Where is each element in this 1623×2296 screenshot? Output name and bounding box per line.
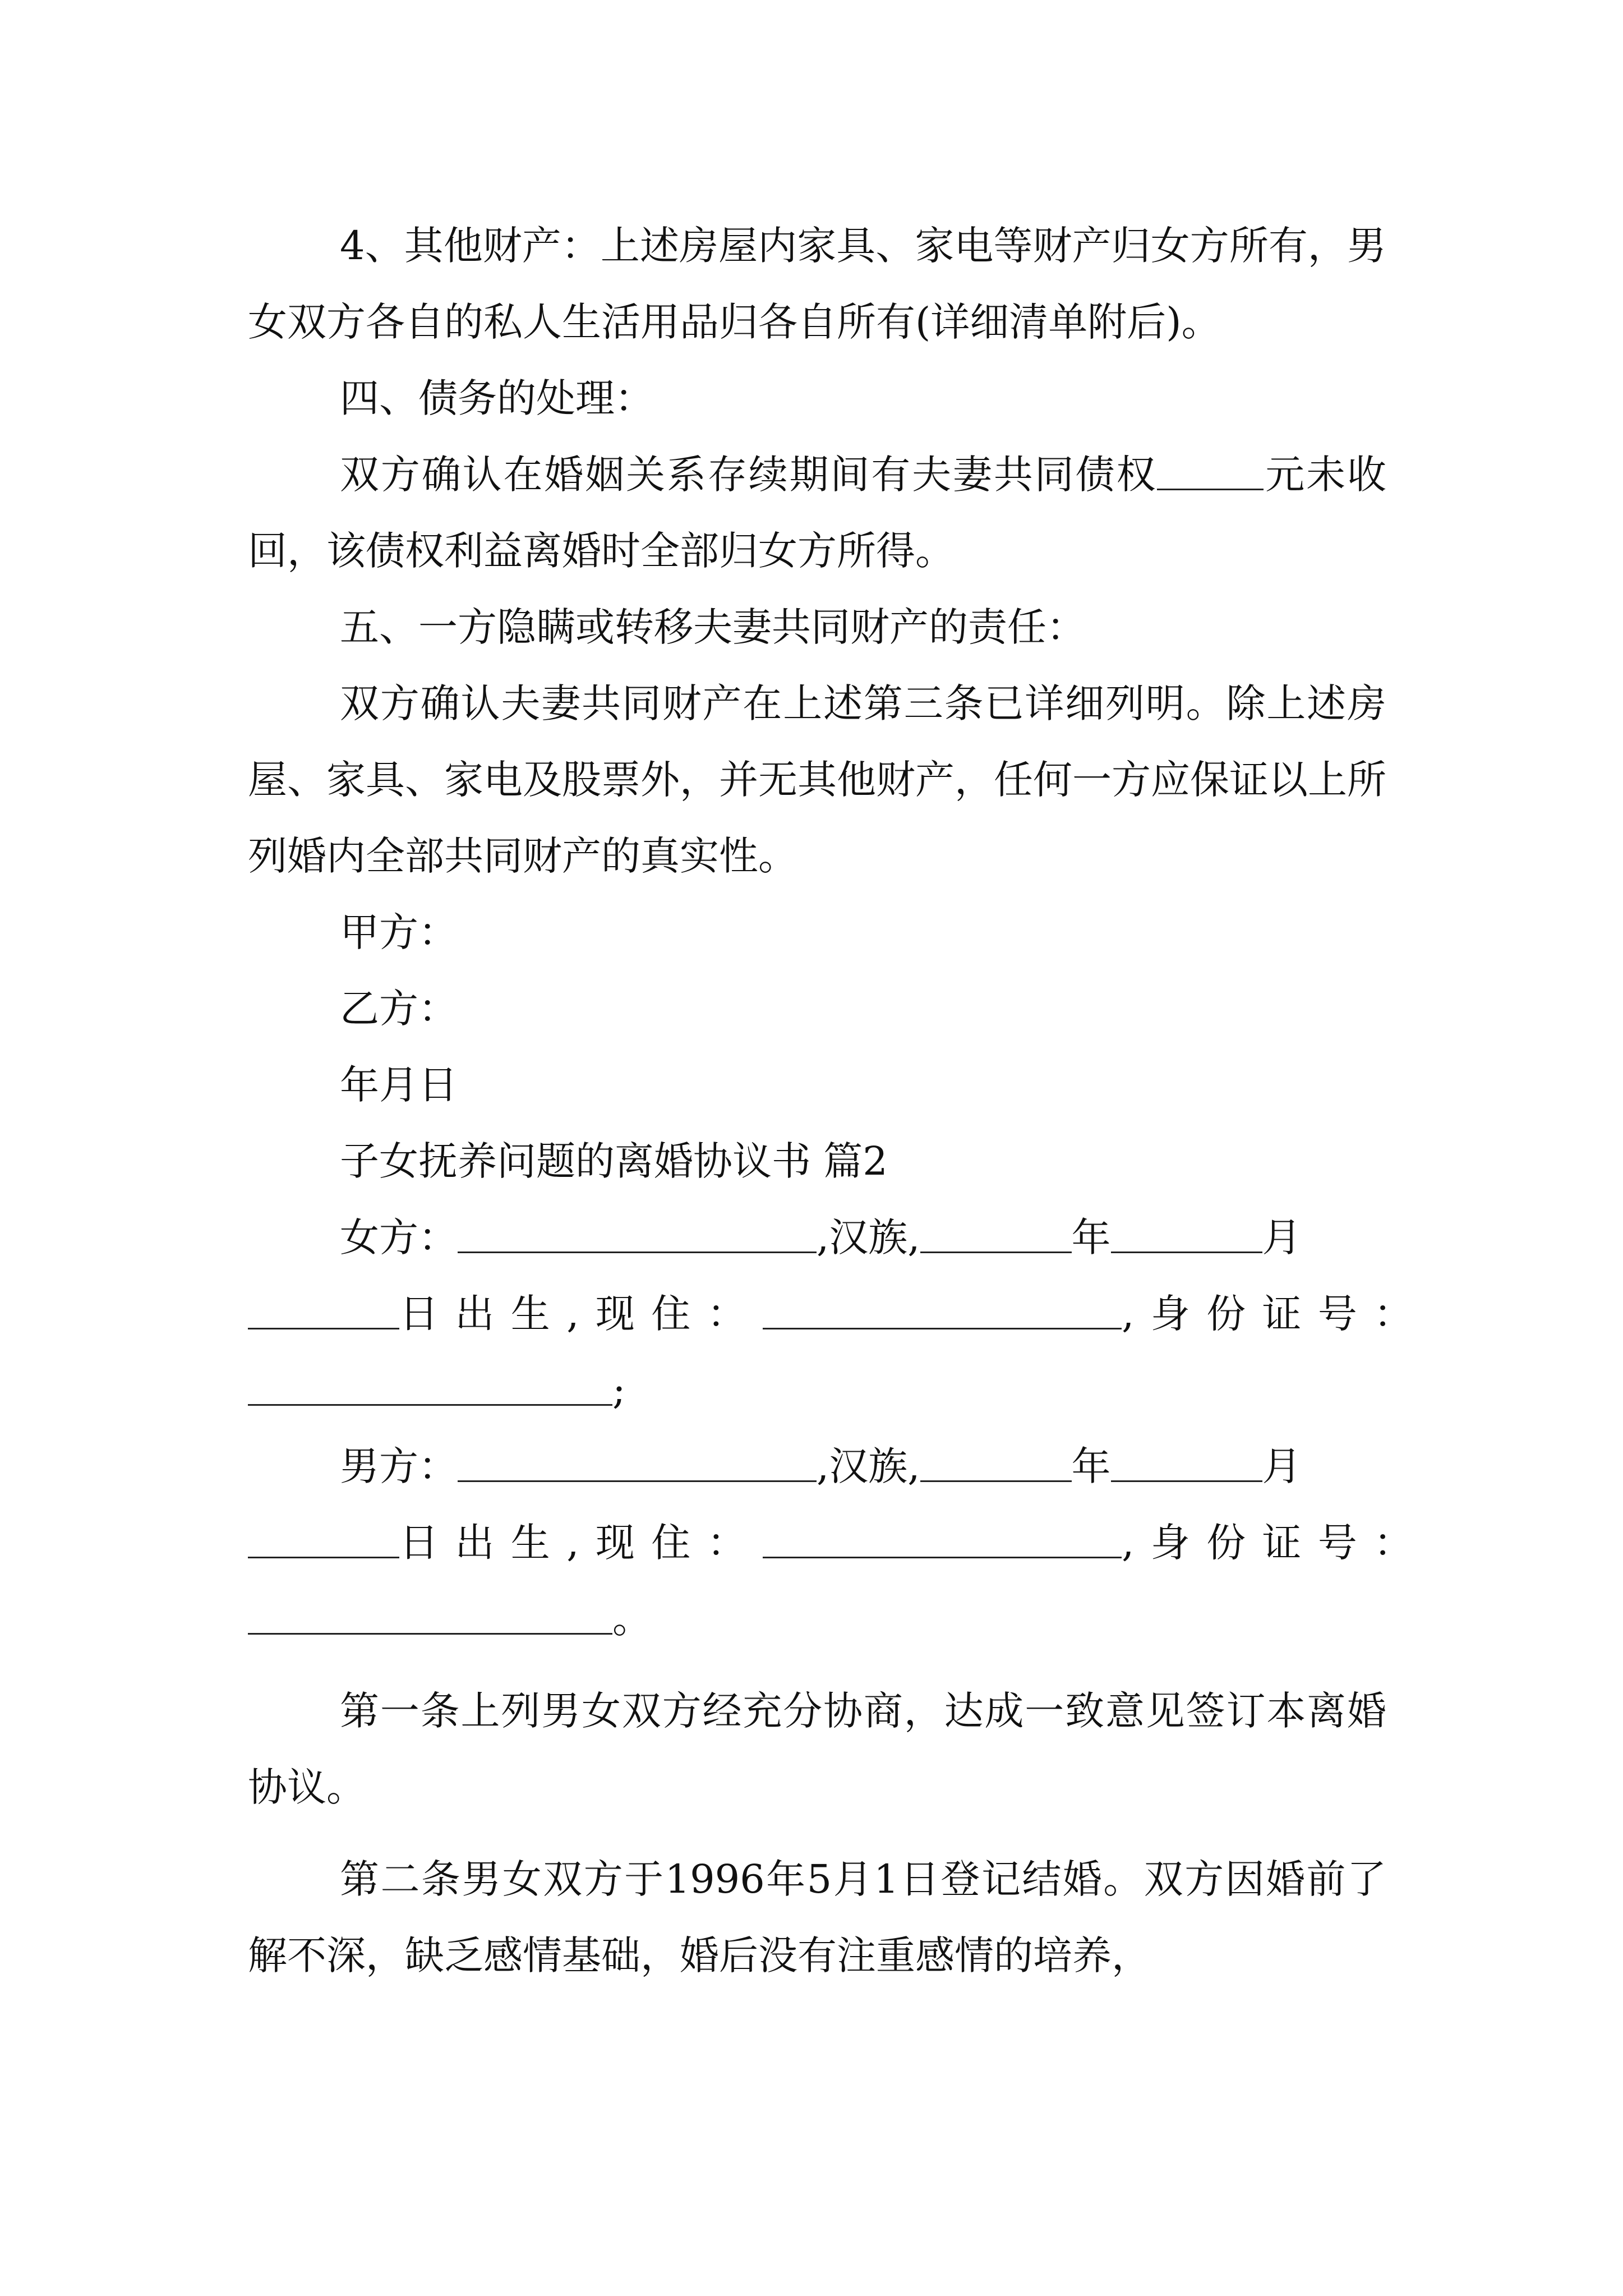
paragraph-concealment: 双方确认夫妻共同财产在上述第三条已详细列明。除上述房屋、家具、家电及股票外，并无其他财产，任何一方应保证以上所列婚内全部共同财产的真实性。 (248, 680, 1386, 879)
female-month-label: 月 (1262, 1214, 1302, 1260)
female-ethnic: ,汉族, (817, 1214, 920, 1260)
blank-field-female-birth-year (920, 1214, 1072, 1253)
signature-party-a: 甲方： (340, 909, 458, 955)
blank-field-female-name (458, 1214, 817, 1253)
paragraph-other-property: 4、其他财产：上述房屋内家具、家电等财产归女方所有，男女双方各自的私人生活用品归各自所有(详细清单附后)。 (248, 223, 1386, 345)
female-line-2 (248, 1276, 1430, 1352)
blank-field-male-birth-day (248, 1519, 399, 1558)
blank-field-female-address (763, 1290, 1122, 1329)
female-label: 女方： (340, 1214, 458, 1260)
male-line-1 (248, 1428, 1386, 1504)
male-id-label: ,身份证号： (1122, 1520, 1430, 1566)
male-party-block (248, 1428, 1430, 1657)
female-born-label: 日出生,现住： (399, 1291, 763, 1337)
article-2: 第二条男女双方于1996年5月1日登记结婚。双方因婚前了解不深，缺乏感情基础，婚后没有注重感情的培养， (248, 1856, 1386, 1978)
female-end: ; (612, 1367, 626, 1413)
female-line-3 (248, 1352, 1386, 1428)
blank-field-male-birth-month (1111, 1443, 1262, 1482)
male-label: 男方： (340, 1443, 458, 1489)
article-1: 第一条上列男女双方经充分协商，达成一致意见签订本离婚协议。 (248, 1688, 1386, 1810)
female-party-block (248, 1199, 1430, 1428)
debt-text-end: 元未收回，该债权利益离婚时全部归女方所得。 (248, 452, 1386, 574)
section-title: 子女抚养问题的离婚协议书 篇2 (340, 1138, 888, 1184)
male-year-label: 年 (1071, 1443, 1111, 1489)
blank-field-amount (1157, 451, 1264, 490)
male-line-3 (248, 1581, 1386, 1657)
male-born-label: 日出生,现住： (399, 1520, 763, 1566)
blank-field-female-id-number (248, 1366, 612, 1406)
blank-field-male-name (458, 1443, 817, 1482)
signature-party-b: 乙方： (340, 986, 458, 1032)
blank-field-female-birth-day (248, 1290, 399, 1329)
female-year-label: 年 (1071, 1214, 1111, 1260)
male-ethnic: ,汉族, (817, 1443, 920, 1489)
debt-text-start: 双方确认在婚姻关系存续期间有夫妻共同债权 (340, 452, 1158, 498)
paragraph-debt (248, 436, 1386, 589)
blank-field-female-birth-month (1111, 1214, 1262, 1253)
blank-field-male-address (763, 1519, 1122, 1558)
female-line-1 (248, 1199, 1386, 1276)
male-end: 。 (612, 1596, 652, 1642)
document-body (248, 208, 1430, 1994)
blank-field-male-birth-year (920, 1443, 1072, 1482)
heading-concealment: 五、一方隐瞒或转移夫妻共同财产的责任： (340, 604, 1086, 650)
signature-date: 年月日 (340, 1062, 458, 1108)
male-line-2 (248, 1504, 1430, 1581)
female-id-label: ,身份证号： (1122, 1291, 1430, 1337)
male-month-label: 月 (1262, 1443, 1302, 1489)
blank-field-male-id-number (248, 1595, 612, 1635)
heading-debt-handling: 四、债务的处理： (340, 375, 654, 421)
